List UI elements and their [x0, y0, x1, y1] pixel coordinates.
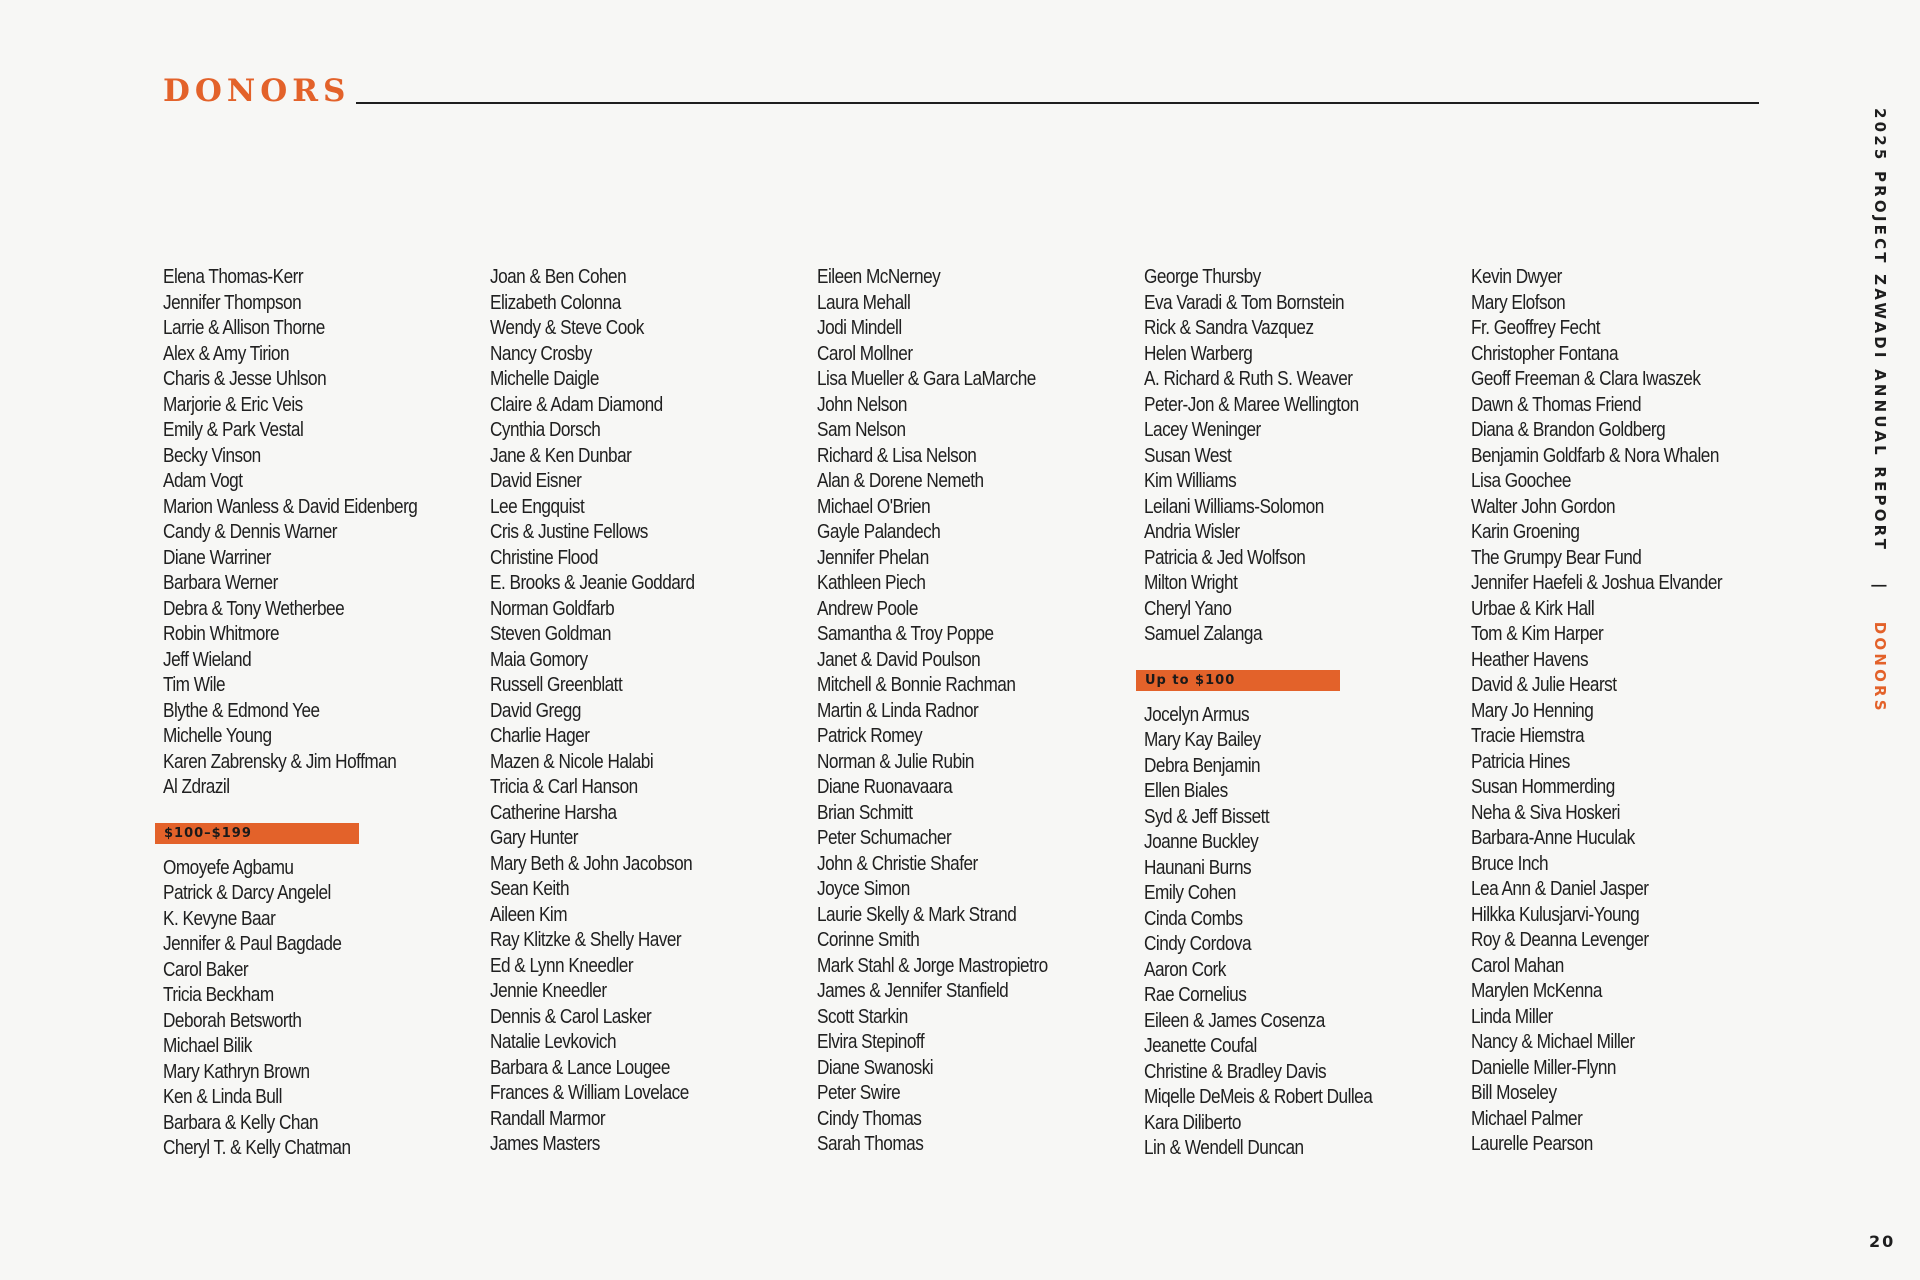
donor-name: Maia Gomory — [490, 648, 588, 671]
running-header-separator: | — [1871, 582, 1889, 592]
donor-name: Claire & Adam Diamond — [490, 393, 663, 416]
donor-name: Randall Marmor — [490, 1107, 606, 1130]
donor-name: Joanne Buckley — [1144, 831, 1259, 853]
donor-name: Debra Benjamin — [1144, 754, 1261, 777]
donor-name: Patrick Romey — [817, 725, 923, 747]
donor-name: Sam Nelson — [817, 419, 906, 441]
donor-name: Jeanette Coufal — [1144, 1035, 1257, 1057]
donor-name: Patrick & Darcy Angelel — [163, 882, 331, 904]
donor-name: Steven Goldman — [490, 623, 611, 645]
donor-name: Ken & Linda Bull — [163, 1086, 282, 1108]
donor-name: Natalie Levkovich — [490, 1031, 617, 1053]
donor-name: Deborah Betsworth — [163, 1009, 302, 1032]
donor-name: Cheryl Yano — [1144, 597, 1232, 620]
donor-name: Martin & Linda Radnor — [817, 699, 979, 722]
donor-name: Marylen McKenna — [1471, 980, 1602, 1002]
donor-name: Bruce Inch — [1471, 852, 1549, 875]
running-header — [1871, 108, 1889, 714]
donor-name: Cheryl T. & Kelly Chatman — [163, 1137, 351, 1159]
donor-name: Marion Wanless & David Eidenberg — [163, 495, 418, 518]
donor-column — [490, 265, 820, 1158]
donor-name: Walter John Gordon — [1471, 495, 1615, 518]
donor-name: Norman Goldfarb — [490, 597, 615, 620]
donor-name: Cinda Combs — [1144, 907, 1243, 930]
donor-name: Christine & Bradley Davis — [1144, 1060, 1327, 1083]
donor-column — [1471, 265, 1801, 1158]
page-header — [163, 73, 1759, 109]
donor-name: Samantha & Troy Poppe — [817, 623, 994, 645]
donor-name: Tom & Kim Harper — [1471, 623, 1604, 645]
donor-name: Dawn & Thomas Friend — [1471, 393, 1642, 416]
donor-name: Mitchell & Bonnie Rachman — [817, 674, 1016, 696]
donor-name: Karin Groening — [1471, 521, 1580, 543]
donor-name: Joyce Simon — [817, 878, 910, 900]
donor-name: Tim Wile — [163, 674, 226, 696]
donor-name: Norman & Julie Rubin — [817, 750, 974, 773]
donor-name: Emily & Park Vestal — [163, 419, 304, 441]
donor-name: Robin Whitmore — [163, 623, 280, 645]
donor-name: Hilkka Kulusjarvi-Young — [1471, 903, 1640, 926]
donor-name: Leilani Williams-Solomon — [1144, 495, 1324, 518]
donor-name: Nancy Crosby — [490, 342, 592, 365]
donor-name: Barbara & Kelly Chan — [163, 1111, 319, 1134]
donor-name: Helen Warberg — [1144, 342, 1253, 365]
donor-name: Andrew Poole — [817, 597, 918, 620]
donor-name: Bill Moseley — [1471, 1082, 1557, 1104]
donor-column — [163, 265, 493, 1162]
donor-name: Neha & Siva Hoskeri — [1471, 801, 1620, 824]
donor-name: Alex & Amy Tirion — [163, 342, 290, 365]
donor-name: Michael Palmer — [1471, 1107, 1583, 1130]
donor-name: Diane Swanoski — [817, 1056, 934, 1079]
donor-name: Kathleen Piech — [817, 572, 926, 594]
donor-name: Patricia Hines — [1471, 750, 1570, 773]
donor-name: Kevin Dwyer — [1471, 266, 1562, 288]
donor-name: Ray Klitzke & Shelly Haver — [490, 929, 682, 951]
donor-name: Barbara Werner — [163, 572, 278, 594]
donor-name: Ed & Lynn Kneedler — [490, 954, 634, 977]
tier-label: $100–$199 — [155, 823, 359, 844]
donor-column — [1144, 265, 1474, 1162]
donor-name: Peter-Jon & Maree Wellington — [1144, 393, 1359, 416]
donor-name: Jodi Mindell — [817, 317, 902, 339]
donor-name: Mark Stahl & Jorge Mastropietro — [817, 954, 1048, 977]
donor-name: Miqelle DeMeis & Robert Dullea — [1144, 1086, 1373, 1108]
donor-name: Al Zdrazil — [163, 776, 230, 798]
donor-name: Andria Wisler — [1144, 521, 1240, 543]
donor-name: Lin & Wendell Duncan — [1144, 1137, 1304, 1159]
donor-name: Rick & Sandra Vazquez — [1144, 317, 1314, 339]
donor-name: Urbae & Kirk Hall — [1471, 597, 1595, 620]
donor-name: Eileen & James Cosenza — [1144, 1009, 1325, 1032]
donor-name: Diane Ruonavaara — [817, 776, 953, 798]
donor-name: Tricia Beckham — [163, 984, 274, 1006]
donor-name: Cindy Cordova — [1144, 933, 1252, 955]
donor-name: Nancy & Michael Miller — [1471, 1031, 1635, 1053]
donor-name: Michael Bilik — [163, 1035, 252, 1057]
donor-name: Omoyefe Agbamu — [163, 856, 294, 879]
donor-name: Kim Williams — [1144, 470, 1237, 492]
donor-name: K. Kevyne Baar — [163, 907, 276, 930]
donor-name: Candy & Dennis Warner — [163, 521, 337, 543]
donor-name: Michelle Daigle — [490, 368, 599, 390]
donor-name: Blythe & Edmond Yee — [163, 699, 320, 722]
donor-name: Elena Thomas-Kerr — [163, 266, 304, 288]
donor-name: Ellen Biales — [1144, 780, 1228, 802]
donor-name: John Nelson — [817, 393, 907, 416]
donor-name: David Eisner — [490, 470, 582, 492]
donor-name: Joan & Ben Cohen — [490, 266, 627, 288]
donor-name: Jennifer & Paul Bagdade — [163, 933, 342, 955]
donor-name: Danielle Miller-Flynn — [1471, 1056, 1616, 1079]
donor-name: Mary Elofson — [1471, 291, 1566, 314]
donor-name: Adam Vogt — [163, 470, 243, 492]
donor-name: Elvira Stepinoff — [817, 1031, 925, 1053]
donor-name: Linda Miller — [1471, 1005, 1553, 1028]
donor-name: James Masters — [490, 1133, 600, 1155]
donor-name: Lee Engquist — [490, 495, 585, 518]
donor-name: Susan Hommerding — [1471, 776, 1615, 798]
donor-name: Eva Varadi & Tom Bornstein — [1144, 291, 1345, 314]
donor-name: Diane Warriner — [163, 546, 271, 569]
donor-name: Laurelle Pearson — [1471, 1133, 1593, 1155]
donor-name: Marjorie & Eric Veis — [163, 393, 303, 416]
donor-name: Michael O'Brien — [817, 495, 931, 518]
donor-name: Barbara-Anne Huculak — [1471, 827, 1635, 849]
donor-name: Mary Jo Henning — [1471, 699, 1594, 722]
donor-name: Mary Kay Bailey — [1144, 729, 1261, 751]
donor-name: Patricia & Jed Wolfson — [1144, 546, 1306, 569]
donor-name: Charis & Jesse Uhlson — [163, 368, 327, 390]
donor-name: Jeff Wieland — [163, 648, 252, 671]
donor-name: Catherine Harsha — [490, 801, 617, 824]
tier-label: Up to $100 — [1136, 670, 1340, 691]
donor-name: Cynthia Dorsch — [490, 419, 601, 441]
donor-name: Cris & Justine Fellows — [490, 521, 648, 543]
donor-name: Dennis & Carol Lasker — [490, 1005, 652, 1028]
donor-name: Jennifer Thompson — [163, 291, 302, 314]
donor-name: Jennifer Haefeli & Joshua Elvander — [1471, 572, 1723, 594]
donor-name: Peter Swire — [817, 1082, 901, 1104]
donor-name: Emily Cohen — [1144, 882, 1236, 904]
donor-name: Sean Keith — [490, 878, 569, 900]
donor-name: Jocelyn Armus — [1144, 703, 1250, 726]
donor-name: Charlie Hager — [490, 725, 590, 747]
donor-name: Frances & William Lovelace — [490, 1082, 689, 1104]
donor-name: Cindy Thomas — [817, 1107, 922, 1130]
donor-name: Heather Havens — [1471, 648, 1589, 671]
donor-name: David Gregg — [490, 699, 581, 722]
donor-name: Wendy & Steve Cook — [490, 317, 644, 339]
donor-name: Larrie & Allison Thorne — [163, 317, 325, 339]
donor-name: Rae Cornelius — [1144, 984, 1247, 1006]
donor-name: David & Julie Hearst — [1471, 674, 1617, 696]
donor-name: Roy & Deanna Levenger — [1471, 929, 1649, 951]
donor-name: Samuel Zalanga — [1144, 623, 1263, 645]
donor-name: Carol Mollner — [817, 342, 913, 365]
donor-name: Jane & Ken Dunbar — [490, 444, 632, 467]
donor-name: Christopher Fontana — [1471, 342, 1619, 365]
donor-name: Geoff Freeman & Clara Iwaszek — [1471, 368, 1701, 390]
donor-name: Gayle Palandech — [817, 521, 941, 543]
donor-name: Diana & Brandon Goldberg — [1471, 419, 1666, 441]
donor-name: Susan West — [1144, 444, 1232, 467]
donor-name: Peter Schumacher — [817, 827, 952, 849]
donor-name: Scott Starkin — [817, 1005, 908, 1028]
donor-name: Becky Vinson — [163, 444, 261, 467]
donor-name: Mary Beth & John Jacobson — [490, 852, 693, 875]
donor-name: James & Jennifer Stanfield — [817, 980, 1009, 1002]
donor-name: Milton Wright — [1144, 572, 1238, 594]
donor-name: The Grumpy Bear Fund — [1471, 546, 1642, 569]
page-number: 20 — [1869, 1232, 1896, 1251]
donor-name: Lea Ann & Daniel Jasper — [1471, 878, 1649, 900]
donor-name: George Thursby — [1144, 266, 1261, 288]
donor-name: Benjamin Goldfarb & Nora Whalen — [1471, 444, 1719, 467]
donor-name: Syd & Jeff Bissett — [1144, 805, 1270, 828]
donor-name: Lacey Weninger — [1144, 419, 1261, 441]
donor-name: Debra & Tony Wetherbee — [163, 597, 345, 620]
donor-name: Jennie Kneedler — [490, 980, 607, 1002]
donor-name: Carol Baker — [163, 958, 249, 981]
donor-name: A. Richard & Ruth S. Weaver — [1144, 368, 1353, 390]
donor-name: Aileen Kim — [490, 903, 568, 926]
donor-name: Mary Kathryn Brown — [163, 1060, 310, 1083]
donor-name: Lisa Goochee — [1471, 470, 1571, 492]
donor-name: Laurie Skelly & Mark Strand — [817, 903, 1017, 926]
title-rule — [356, 102, 1759, 104]
donor-name: Corinne Smith — [817, 929, 920, 951]
donor-name: Carol Mahan — [1471, 954, 1564, 977]
donor-column — [817, 265, 1147, 1158]
donor-name: Tricia & Carl Hanson — [490, 776, 638, 798]
page-title: DONORS — [163, 73, 351, 109]
report-title: 2025 PROJECT ZAWADI ANNUAL REPORT — [1871, 108, 1889, 553]
donor-name: Christine Flood — [490, 546, 598, 569]
donor-name: E. Brooks & Jeanie Goddard — [490, 572, 695, 594]
donor-name: Kara Diliberto — [1144, 1111, 1241, 1134]
donor-name: Janet & David Poulson — [817, 648, 981, 671]
donor-name: Eileen McNerney — [817, 266, 941, 288]
donor-name: Fr. Geoffrey Fecht — [1471, 317, 1601, 339]
donor-name: Brian Schmitt — [817, 801, 913, 824]
donor-name: Jennifer Phelan — [817, 546, 929, 569]
donor-name: Alan & Dorene Nemeth — [817, 470, 984, 492]
donor-name: Russell Greenblatt — [490, 674, 623, 696]
donor-name: John & Christie Shafer — [817, 852, 978, 875]
donor-name: Karen Zabrensky & Jim Hoffman — [163, 750, 397, 773]
donor-name: Aaron Cork — [1144, 958, 1226, 981]
donor-name: Richard & Lisa Nelson — [817, 444, 977, 467]
donor-name: Gary Hunter — [490, 827, 579, 849]
running-section-name: DONORS — [1871, 621, 1889, 714]
donor-name: Barbara & Lance Lougee — [490, 1056, 670, 1079]
donor-name: Elizabeth Colonna — [490, 291, 621, 314]
donor-name: Sarah Thomas — [817, 1133, 924, 1155]
donor-name: Laura Mehall — [817, 291, 911, 314]
donor-name: Michelle Young — [163, 725, 272, 747]
donor-name: Lisa Mueller & Gara LaMarche — [817, 368, 1036, 390]
donor-name: Mazen & Nicole Halabi — [490, 750, 654, 773]
donor-name: Haunani Burns — [1144, 856, 1252, 879]
donor-name: Tracie Hiemstra — [1471, 725, 1585, 747]
